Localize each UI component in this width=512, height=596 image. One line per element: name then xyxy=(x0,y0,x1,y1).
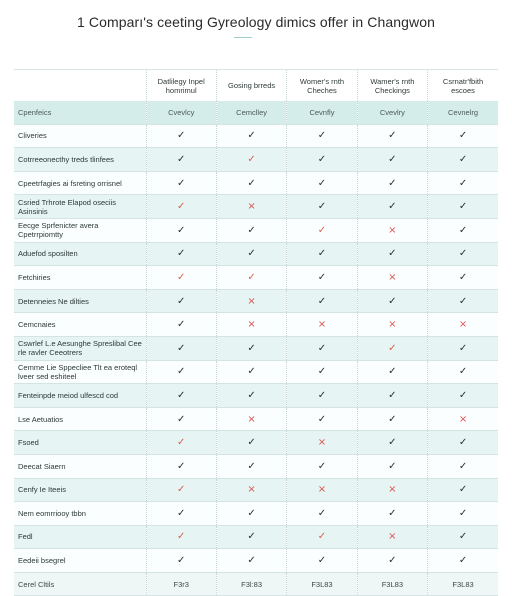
table-cell xyxy=(216,525,286,549)
table-cell xyxy=(146,336,216,360)
row-label: Cenfy Ie Iteeis xyxy=(14,478,146,502)
table-cell xyxy=(357,336,427,360)
column-header xyxy=(14,70,146,102)
check-icon: ✓ xyxy=(177,555,186,567)
table-cell xyxy=(428,289,498,313)
table-cell xyxy=(287,336,357,360)
table-row xyxy=(14,313,498,337)
cross-icon: × xyxy=(458,319,468,331)
check-icon: ✓ xyxy=(177,413,186,425)
check-icon: ✓ xyxy=(247,507,256,519)
row-label: Cliveries xyxy=(14,124,146,148)
table-cell xyxy=(216,171,286,195)
comparison-table xyxy=(14,69,498,596)
table-cell xyxy=(216,478,286,502)
check-icon: ✓ xyxy=(458,201,468,213)
table-cell xyxy=(287,218,357,242)
table-cell xyxy=(428,384,498,408)
check-icon: ✓ xyxy=(317,389,327,401)
row-label: Aduefod sposilten xyxy=(14,242,146,266)
check-icon: ✓ xyxy=(317,177,327,189)
table-row xyxy=(14,336,498,360)
table-row xyxy=(14,289,498,313)
check-icon: ✓ xyxy=(247,342,256,354)
cross-icon: × xyxy=(247,413,256,425)
check-icon: ✓ xyxy=(458,224,468,236)
subheader-cell: Cvevlry xyxy=(357,101,427,124)
check-icon: ✓ xyxy=(317,366,327,378)
table-row xyxy=(14,171,498,195)
table-cell xyxy=(428,266,498,290)
table-cell xyxy=(216,384,286,408)
row-label: Cemcnaies xyxy=(14,313,146,337)
check-icon: ✓ xyxy=(458,130,468,142)
table-cell xyxy=(357,478,427,502)
table-cell xyxy=(216,289,286,313)
table-cell xyxy=(357,218,427,242)
table-cell xyxy=(146,124,216,148)
table-cell xyxy=(216,242,286,266)
check-icon: ✓ xyxy=(247,248,256,260)
table-cell xyxy=(216,407,286,431)
table-cell xyxy=(287,407,357,431)
check-icon: ✓ xyxy=(317,555,327,567)
row-label: Fenteinpde meiod ulfescd cod xyxy=(14,384,146,408)
cross-icon: × xyxy=(458,413,468,425)
cross-icon: × xyxy=(388,224,397,236)
check-icon: ✓ xyxy=(177,271,186,283)
check-icon: ✓ xyxy=(177,295,186,307)
check-icon: ✓ xyxy=(317,248,327,260)
table-cell xyxy=(428,454,498,478)
check-icon: ✓ xyxy=(317,460,327,472)
check-icon: ✓ xyxy=(247,130,256,142)
check-icon: ✓ xyxy=(458,177,468,189)
column-header: Csrnatr'fbith escoes xyxy=(428,70,498,102)
table-cell xyxy=(357,502,427,526)
table-row xyxy=(14,384,498,408)
table-cell xyxy=(216,124,286,148)
table-cell xyxy=(428,218,498,242)
table-row xyxy=(14,454,498,478)
table-cell xyxy=(287,360,357,384)
table-cell xyxy=(146,195,216,219)
check-icon: ✓ xyxy=(458,366,468,378)
check-icon: ✓ xyxy=(177,248,186,260)
table-subheader-row xyxy=(14,101,498,124)
subheader-cell: Cpenfeics xyxy=(14,101,146,124)
page-title: 1 Comparı's ceeting Gyreology dimics offer in Changwon xyxy=(77,14,435,30)
column-header: Womer's rnth Cheches xyxy=(287,70,357,102)
table-row xyxy=(14,148,498,172)
check-icon: ✓ xyxy=(177,437,186,449)
table-cell xyxy=(357,360,427,384)
subheader-cell: Cevnelrg xyxy=(428,101,498,124)
table-row xyxy=(14,242,498,266)
cross-icon: × xyxy=(247,484,256,496)
table-cell xyxy=(287,266,357,290)
cross-icon: × xyxy=(317,319,327,331)
table-cell xyxy=(357,289,427,313)
row-label: Nem eomrriooy tbbn xyxy=(14,502,146,526)
table-cell xyxy=(428,360,498,384)
check-icon: ✓ xyxy=(247,555,256,567)
table-cell xyxy=(146,313,216,337)
subheader-cell: Cvevlcy xyxy=(146,101,216,124)
check-icon: ✓ xyxy=(388,342,397,354)
check-icon: ✓ xyxy=(247,366,256,378)
check-icon: ✓ xyxy=(388,130,397,142)
subheader-cell: Cevnfly xyxy=(287,101,357,124)
check-icon: ✓ xyxy=(317,531,327,543)
check-icon: ✓ xyxy=(177,319,186,331)
column-header: Gosing brreds xyxy=(216,70,286,102)
table-cell xyxy=(357,195,427,219)
table-cell xyxy=(287,454,357,478)
table-cell xyxy=(287,478,357,502)
table-cell xyxy=(287,431,357,455)
table-cell xyxy=(216,360,286,384)
check-icon: ✓ xyxy=(388,201,397,213)
table-row xyxy=(14,478,498,502)
table-cell xyxy=(357,124,427,148)
check-icon: ✓ xyxy=(388,389,397,401)
table-cell xyxy=(216,148,286,172)
table-cell xyxy=(146,289,216,313)
table-cell xyxy=(428,478,498,502)
cross-icon: × xyxy=(247,201,256,213)
row-label: Fsoed xyxy=(14,431,146,455)
column-header: Datlilegy Inpel homrimul xyxy=(146,70,216,102)
table-row xyxy=(14,407,498,431)
column-header: Wamer's rnth Checkings xyxy=(357,70,427,102)
table-cell xyxy=(216,549,286,573)
cross-icon: × xyxy=(388,531,397,543)
check-icon: ✓ xyxy=(177,484,186,496)
title-underline xyxy=(234,37,252,38)
price-cell: F3L83 xyxy=(428,572,498,596)
table-cell xyxy=(216,313,286,337)
check-icon: ✓ xyxy=(458,555,468,567)
check-icon: ✓ xyxy=(388,248,397,260)
table-cell xyxy=(287,313,357,337)
table-cell xyxy=(357,242,427,266)
check-icon: ✓ xyxy=(177,153,186,165)
cross-icon: × xyxy=(317,484,327,496)
check-icon: ✓ xyxy=(458,153,468,165)
check-icon: ✓ xyxy=(247,437,256,449)
check-icon: ✓ xyxy=(177,342,186,354)
table-body xyxy=(14,101,498,596)
table-cell xyxy=(216,218,286,242)
table-cell xyxy=(428,407,498,431)
check-icon: ✓ xyxy=(317,507,327,519)
table-cell xyxy=(357,454,427,478)
check-icon: ✓ xyxy=(317,271,327,283)
check-icon: ✓ xyxy=(458,531,468,543)
table-cell xyxy=(146,171,216,195)
table-row xyxy=(14,525,498,549)
row-label: Cemme Lie Sppecliee Tlt ea eroteql lveer sed eshiteel xyxy=(14,360,146,384)
table-cell xyxy=(287,289,357,313)
table-cell xyxy=(357,525,427,549)
check-icon: ✓ xyxy=(388,555,397,567)
table-cell xyxy=(357,148,427,172)
row-label: Fetchiries xyxy=(14,266,146,290)
table-cell xyxy=(287,195,357,219)
table-row xyxy=(14,502,498,526)
row-label: Eecge Sprfenicter avera Cpetrrpiomtty xyxy=(14,218,146,242)
table-cell xyxy=(146,148,216,172)
check-icon: ✓ xyxy=(458,295,468,307)
table-cell xyxy=(428,525,498,549)
table-cell xyxy=(428,313,498,337)
table-cell xyxy=(357,171,427,195)
check-icon: ✓ xyxy=(177,177,186,189)
check-icon: ✓ xyxy=(317,153,327,165)
check-icon: ✓ xyxy=(247,224,256,236)
table-row xyxy=(14,360,498,384)
check-icon: ✓ xyxy=(177,507,186,519)
table-cell xyxy=(287,502,357,526)
check-icon: ✓ xyxy=(247,460,256,472)
check-icon: ✓ xyxy=(458,484,468,496)
table-cell xyxy=(428,431,498,455)
price-cell: F3L83 xyxy=(357,572,427,596)
check-icon: ✓ xyxy=(177,531,186,543)
table-row xyxy=(14,266,498,290)
table-cell xyxy=(146,525,216,549)
table-cell xyxy=(216,266,286,290)
table-cell xyxy=(146,360,216,384)
table-cell xyxy=(357,384,427,408)
row-label: Cpeetrfagies ai fsreting orrisnel xyxy=(14,171,146,195)
row-label: Cerel Cltils xyxy=(14,572,146,596)
cross-icon: × xyxy=(388,271,397,283)
check-icon: ✓ xyxy=(458,389,468,401)
table-cell xyxy=(216,336,286,360)
check-icon: ✓ xyxy=(388,295,397,307)
check-icon: ✓ xyxy=(388,460,397,472)
cross-icon: × xyxy=(317,437,327,449)
table-cell xyxy=(357,549,427,573)
table-cell xyxy=(287,171,357,195)
check-icon: ✓ xyxy=(177,130,186,142)
table-cell xyxy=(287,525,357,549)
check-icon: ✓ xyxy=(317,130,327,142)
table-cell xyxy=(357,313,427,337)
table-cell xyxy=(428,336,498,360)
check-icon: ✓ xyxy=(177,460,186,472)
table-cell xyxy=(146,407,216,431)
table-cell xyxy=(428,148,498,172)
table-cell xyxy=(146,549,216,573)
check-icon: ✓ xyxy=(177,366,186,378)
check-icon: ✓ xyxy=(317,342,327,354)
table-cell xyxy=(146,384,216,408)
row-label: Lse Aetuatios xyxy=(14,407,146,431)
table-cell xyxy=(287,549,357,573)
table-cell xyxy=(287,242,357,266)
check-icon: ✓ xyxy=(458,437,468,449)
check-icon: ✓ xyxy=(247,389,256,401)
cross-icon: × xyxy=(388,484,397,496)
cross-icon: × xyxy=(247,295,256,307)
check-icon: ✓ xyxy=(177,201,186,213)
table-header-row xyxy=(14,70,498,102)
table-cell xyxy=(146,478,216,502)
table-cell xyxy=(428,171,498,195)
table-cell xyxy=(357,266,427,290)
table-cell xyxy=(146,218,216,242)
table-cell xyxy=(146,431,216,455)
check-icon: ✓ xyxy=(177,389,186,401)
check-icon: ✓ xyxy=(247,531,256,543)
price-cell: F3r3 xyxy=(146,572,216,596)
check-icon: ✓ xyxy=(177,224,186,236)
table-cell xyxy=(428,502,498,526)
table-cell xyxy=(428,549,498,573)
row-label: Detenneies Ne dilties xyxy=(14,289,146,313)
row-label: Deecat Siaern xyxy=(14,454,146,478)
row-label: Fedl xyxy=(14,525,146,549)
check-icon: ✓ xyxy=(458,342,468,354)
check-icon: ✓ xyxy=(317,295,327,307)
table-cell xyxy=(357,431,427,455)
table-cell xyxy=(287,384,357,408)
price-cell: F3l:83 xyxy=(216,572,286,596)
table-cell xyxy=(428,124,498,148)
table-row xyxy=(14,124,498,148)
table-cell xyxy=(216,431,286,455)
table-cell xyxy=(216,502,286,526)
table-row xyxy=(14,549,498,573)
table-cell xyxy=(428,195,498,219)
row-label: Cotrreeonecthy treds tlinfees xyxy=(14,148,146,172)
table-cell xyxy=(216,195,286,219)
check-icon: ✓ xyxy=(317,413,327,425)
row-label: Csried Trhrote Elapod oseciis Asinsinis xyxy=(14,195,146,219)
table-row xyxy=(14,195,498,219)
table-cell xyxy=(428,242,498,266)
check-icon: ✓ xyxy=(458,507,468,519)
cross-icon: × xyxy=(247,319,256,331)
table-cell xyxy=(146,454,216,478)
subheader-cell: Cemclley xyxy=(216,101,286,124)
check-icon: ✓ xyxy=(317,224,327,236)
check-icon: ✓ xyxy=(388,177,397,189)
check-icon: ✓ xyxy=(247,177,256,189)
check-icon: ✓ xyxy=(247,153,256,165)
row-label: Cswrlef L.e Aesunghe Spreslibal Cee rle ravler Ceeotrers xyxy=(14,336,146,360)
check-icon: ✓ xyxy=(317,201,327,213)
table-cell xyxy=(287,148,357,172)
check-icon: ✓ xyxy=(388,366,397,378)
check-icon: ✓ xyxy=(247,271,256,283)
table-row xyxy=(14,431,498,455)
check-icon: ✓ xyxy=(458,271,468,283)
check-icon: ✓ xyxy=(388,437,397,449)
cross-icon: × xyxy=(388,319,397,331)
check-icon: ✓ xyxy=(388,413,397,425)
table-cell xyxy=(216,454,286,478)
table-row xyxy=(14,218,498,242)
check-icon: ✓ xyxy=(388,507,397,519)
table-cell xyxy=(357,407,427,431)
table-cell xyxy=(146,502,216,526)
check-icon: ✓ xyxy=(458,248,468,260)
table-cell xyxy=(287,124,357,148)
table-cell xyxy=(146,266,216,290)
table-cell xyxy=(146,242,216,266)
row-label: Eedeii bsegrel xyxy=(14,549,146,573)
price-row xyxy=(14,572,498,596)
check-icon: ✓ xyxy=(388,153,397,165)
price-cell: F3L83 xyxy=(287,572,357,596)
check-icon: ✓ xyxy=(458,460,468,472)
